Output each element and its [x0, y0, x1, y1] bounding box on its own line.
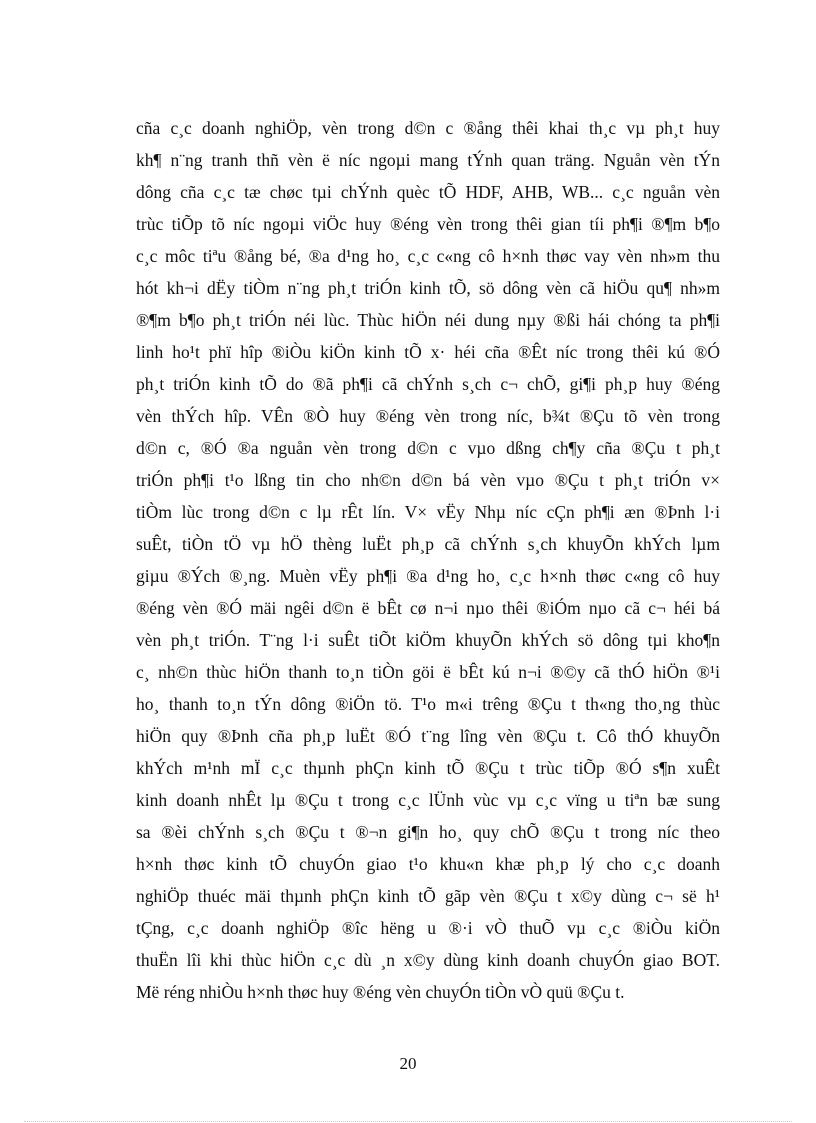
- text-line: tÇng, c¸c doanh nghiÖp ®îc hëng u ®·i vÒ thuÕ vµ c¸c ®iÒu kiÖn: [136, 918, 720, 938]
- text-line: ®éng vèn ®Ó mäi ngêi d©n ë bÊt cø n¬i nµo thêi ®iÓm nµo cã c¬ héi bá: [136, 598, 720, 618]
- text-line: triÓn ph¶i t¹o lßng tin cho nh©n d©n bá vèn vµo ®Çu t ph¸t triÓn v×: [136, 470, 720, 490]
- text-line: kh¶ n¨ng tranh thñ vèn ë níc ngoµi mang tÝnh quan träng. Nguån vèn tÝn: [136, 150, 720, 170]
- text-line: tiÒm lùc trong d©n c lµ rÊt lín. V× vËy Nhµ níc cÇn ph¶i æn ®Þnh l·i: [136, 502, 720, 522]
- text-line: h×nh thøc kinh tÕ chuyÓn giao t¹o khu«n khæ ph¸p lý cho c¸c doanh: [136, 854, 720, 874]
- text-line: Më réng nhiÒu h×nh thøc huy ®éng vèn chuyÓn tiÒn vÒ quü ®Çu t.: [136, 982, 625, 1002]
- text-line: kinh doanh nhÊt lµ ®Çu t trong c¸c lÜnh vùc vµ c¸c vïng u tiªn bæ sung: [136, 790, 720, 810]
- page-number: 20: [399, 1054, 417, 1073]
- text-line: vèn ph¸t triÓn. T¨ng l·i suÊt tiÕt kiÖm khuyÕn khÝch sö dông tµi kho¶n: [136, 630, 720, 650]
- text-line: linh ho¹t phï hîp ®iÒu kiÖn kinh tÕ x· héi cña ®Êt níc trong thêi kú ®Ó: [136, 342, 720, 362]
- body-text: [136, 112, 720, 1008]
- text-line: giµu ®Ých ®¸ng. Muèn vËy ph¶i ®a d¹ng ho¸ c¸c h×nh thøc c«ng cô huy: [136, 566, 720, 586]
- text-line: cña c¸c doanh nghiÖp, vèn trong d©n c ®ång thêi khai th¸c vµ ph¸t huy: [136, 118, 720, 138]
- text-line: nghiÖp thuéc mäi thµnh phÇn kinh tÕ gãp vèn ®Çu t x©y dùng c¬ së h¹: [136, 886, 720, 906]
- text-line: vèn thÝch hîp. VÊn ®Ò huy ®éng vèn trong níc, b¾t ®Çu tõ vèn trong: [136, 406, 720, 426]
- text-line: c¸c môc tiªu ®ång bé, ®a d¹ng ho¸ c¸c c«ng cô h×nh thøc vay vèn nh»m thu: [136, 246, 720, 266]
- page-divider: [24, 1121, 792, 1122]
- text-line: khÝch m¹nh mÏ c¸c thµnh phÇn kinh tÕ ®Çu t trùc tiÕp ®Ó s¶n xuÊt: [136, 758, 720, 778]
- text-line: sa ®èi chÝnh s¸ch ®Çu t ®¬n gi¶n ho¸ quy chÕ ®Çu t trong níc theo: [136, 822, 720, 842]
- text-line: ho¸ thanh to¸n tÝn dông ®iÖn tö. T¹o m«i trêng ®Çu t th«ng tho¸ng thùc: [136, 694, 720, 714]
- text-line: ph¸t triÓn kinh tÕ do ®ã ph¶i cã chÝnh s¸ch c¬ chÕ, gi¶i ph¸p huy ®éng: [136, 374, 720, 394]
- text-line: hiÖn quy ®Þnh cña ph¸p luËt ®Ó t¨ng lîng vèn ®Çu t. Cô thÓ khuyÕn: [136, 726, 720, 746]
- text-line: ®¶m b¶o ph¸t triÓn néi lùc. Thùc hiÖn néi dung nµy ®ßi hái chóng ta ph¶i: [136, 310, 720, 330]
- text-line: hót kh¬i dËy tiÒm n¨ng ph¸t triÓn kinh tÕ, sö dông vèn cã hiÖu qu¶ nh»m: [136, 278, 720, 298]
- text-line: trùc tiÕp tõ níc ngoµi viÖc huy ®éng vèn trong thêi gian tíi ph¶i ®¶m b¶o: [136, 214, 720, 234]
- text-line: thuËn lîi khi thùc hiÖn c¸c dù ¸n x©y dùng kinh doanh chuyÓn giao BOT.: [136, 950, 720, 970]
- text-line: d©n c, ®Ó ®a nguån vèn trong d©n c vµo dßng ch¶y cña ®Çu t ph¸t: [136, 438, 720, 458]
- text-line: c¸ nh©n thùc hiÖn thanh to¸n tiÒn göi ë bÊt kú n¬i ®©y cã thÓ hiÖn ®¹i: [136, 662, 720, 682]
- text-line: suÊt, tiÒn tÖ vµ hÖ thèng luËt ph¸p cã chÝnh s¸ch khuyÕn khÝch lµm: [136, 534, 720, 554]
- text-line: dông cña c¸c tæ chøc tµi chÝnh quèc tÕ HDF, AHB, WB... c¸c nguån vèn: [136, 182, 720, 202]
